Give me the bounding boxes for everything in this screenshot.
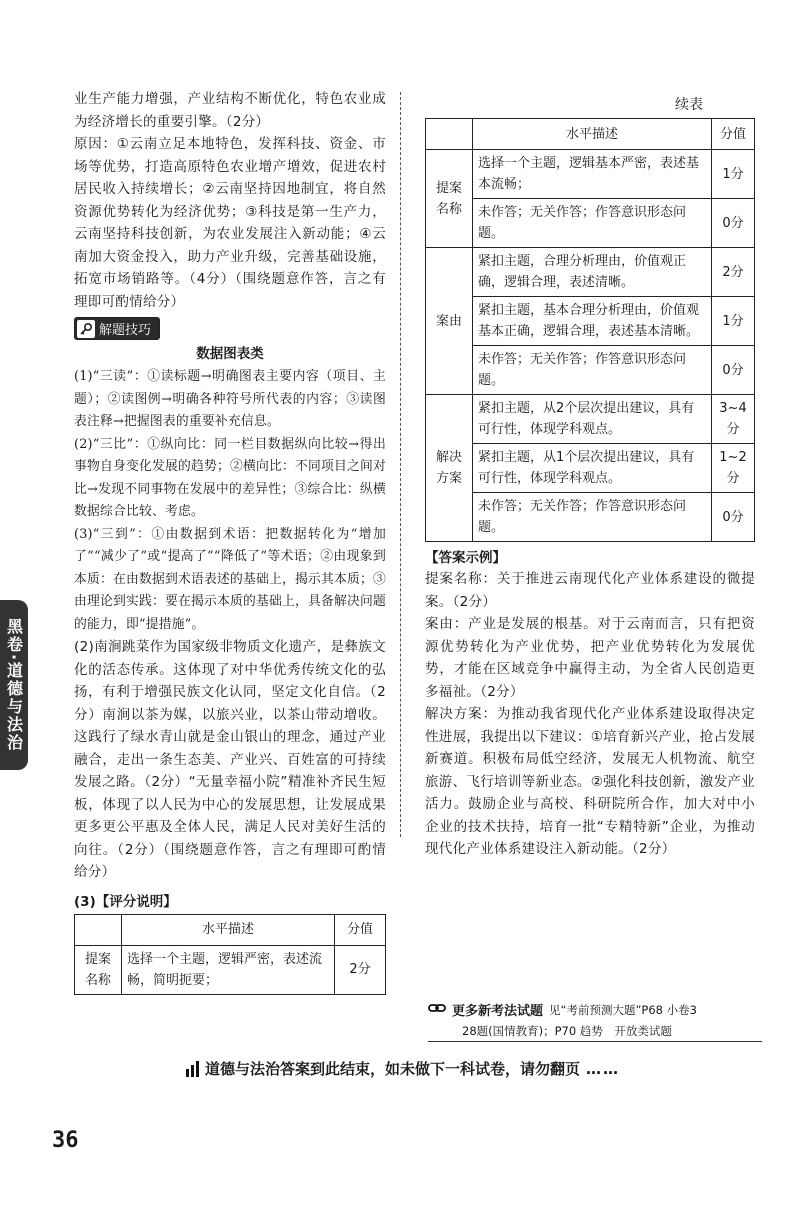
desc-cell: 未作答；无关作答；作答意识形态问题。 bbox=[473, 493, 712, 542]
table-row bbox=[426, 248, 755, 297]
table-row bbox=[426, 346, 755, 395]
header-desc: 水平描述 bbox=[122, 914, 335, 945]
table-row bbox=[426, 444, 755, 493]
tip-badge-label: 解题技巧 bbox=[99, 323, 152, 338]
link-icon bbox=[428, 1001, 446, 1019]
key-icon bbox=[77, 320, 95, 338]
table-row bbox=[75, 945, 386, 994]
reason-paragraph: 原因：①云南立足本地特色，发挥科技、资金、市场等优势，打造高原特色农业增产增效，促进农村居民收入持续增长；②云南坚持因地制宜，将自然资源优势转化为经济优势；③科技是第一生产力，云南坚持科技创新，为农业发展注入新动能；④云南加大资金投入，助力产业升级，完善基础设施，拓宽市场销路等。（4分）（围绕题意作答，言之有理即可酌情给分） bbox=[74, 136, 386, 310]
score-cell: 2分 bbox=[712, 248, 755, 297]
dots-decoration: …… bbox=[586, 1059, 621, 1078]
header-score: 分值 bbox=[335, 914, 386, 945]
eval-title: (3)【评分说明】 bbox=[74, 893, 177, 910]
score-cell: 1~2分 bbox=[712, 444, 755, 493]
table-row bbox=[426, 297, 755, 346]
answer-paragraph: 解决方案：为推动我省现代化产业体系建设取得决定性进展，我提出以下建议：①培育新兴产业，抢占发展新赛道。积极布局低空经济，发展无人机物流、航空旅游、飞行培训等新业态。②强化科技创新，激发产业活力。鼓励企业与高校、科研院所合作，加大对中小企业的技术扶持，培育一批“专精特新”企业，为推动现代化产业体系建设注入新动能。（2分） bbox=[425, 706, 755, 857]
desc-cell: 选择一个主题，逻辑严密，表述流畅，简明扼要； bbox=[122, 945, 335, 994]
more-title: 更多新考法试题 bbox=[452, 1004, 544, 1019]
tip-item: (1)“三读”：①读标题→明确图表主要内容（项目、主题）；②读图例→明确各种符号所代表的内容；③读图表注释→把握图表的重要补充信息。 bbox=[74, 369, 386, 429]
category-cell: 提案名称 bbox=[426, 150, 473, 248]
tip-title: 数据图表类 bbox=[196, 346, 264, 362]
bars-icon bbox=[186, 1061, 199, 1077]
answer-heading: 【答案示例】 bbox=[425, 550, 506, 566]
column-divider bbox=[400, 92, 401, 837]
side-tab: 黑卷·道德与法治 bbox=[0, 600, 28, 770]
more-questions-box bbox=[428, 1000, 758, 1042]
desc-cell: 选择一个主题，逻辑基本严密，表述基本流畅； bbox=[473, 150, 712, 199]
tip-item: (2)“三比”：①纵向比：同一栏目数据纵向比较→得出事物自身变化发展的趋势；②横向比：不同项目之间对比→发现不同事物在发展中的差异性；③综合比：纵横数据综合比较、考虑。 bbox=[74, 436, 386, 519]
right-column bbox=[425, 118, 755, 861]
score-cell: 1分 bbox=[712, 297, 755, 346]
table-header-row bbox=[75, 914, 386, 945]
table-row bbox=[426, 150, 755, 199]
more-line-2: 28题(国情教育)；P70 趋势 开放类试题 bbox=[428, 1023, 762, 1042]
category-cell: 提案名称 bbox=[75, 945, 122, 994]
page-number: 36 bbox=[52, 1128, 79, 1153]
score-cell: 2分 bbox=[335, 945, 386, 994]
score-cell: 0分 bbox=[712, 493, 755, 542]
paragraph-2: (2)南涧跳菜作为国家级非物质文化遗产，是彝族文化的活态传承。这体现了对中华优秀传统文化的弘扬，有利于增强民族文化认同，坚定文化自信。（2分）南涧以茶为媒，以旅兴业，以茶山带动增收。这践行了绿水青山就是金山银山的理念，通过产业融合，走出一条生态美、产业兴、百姓富的可持续发展之路。（2分）“无量幸福小院”精准补齐民生短板，体现了以人民为中心的发展思想，让发展成果更多更公平惠及全体人民，满足人民对美好生活的向往。（2分）（围绕题意作答，言之有理即可酌情给分） bbox=[74, 639, 386, 880]
left-column bbox=[74, 88, 386, 995]
table-row bbox=[426, 493, 755, 542]
table-row bbox=[426, 199, 755, 248]
scoring-table-right bbox=[425, 118, 755, 542]
desc-cell: 紧扣主题，合理分析理由，价值观正确，逻辑合理，表述清晰。 bbox=[473, 248, 712, 297]
tip-badge bbox=[74, 317, 160, 340]
header-score: 分值 bbox=[712, 119, 755, 150]
tip-item: (3)“三到”：①由数据到术语：把数据转化为“增加了”“减少了”或“提高了”“降低了”等术语；②由现象到本质：在由数据到术语表述的基础上，揭示其本质；③由理论到实践：要在揭示本质的基础上，具备解决问题的能力，即“提措施”。 bbox=[74, 526, 386, 632]
category-cell: 解决方案 bbox=[426, 395, 473, 542]
desc-cell: 未作答；无关作答；作答意识形态问题。 bbox=[473, 199, 712, 248]
answer-paragraph: 案由：产业是发展的根基。对于云南而言，只有把资源优势转化为产业优势，把产业优势转化为发展优势，才能在区域竞争中赢得主动，为全省人民创造更多福祉。（2分） bbox=[425, 616, 755, 700]
end-banner-text: 道德与法治答案到此结束，如未做下一科试卷，请勿翻页 bbox=[205, 1060, 581, 1078]
desc-cell: 紧扣主题，基本合理分析理由，价值观基本正确，逻辑合理，表述基本清晰。 bbox=[473, 297, 712, 346]
desc-cell: 紧扣主题，从1个层次提出建议，具有可行性，体现学科观点。 bbox=[473, 444, 712, 493]
score-cell: 0分 bbox=[712, 199, 755, 248]
scoring-table-left bbox=[74, 914, 386, 995]
desc-cell: 未作答；无关作答；作答意识形态问题。 bbox=[473, 346, 712, 395]
score-cell: 1分 bbox=[712, 150, 755, 199]
table-header-row bbox=[426, 119, 755, 150]
desc-cell: 紧扣主题，从2个层次提出建议，具有可行性，体现学科观点。 bbox=[473, 395, 712, 444]
continued-label: 续表 bbox=[675, 97, 703, 113]
end-banner bbox=[186, 1058, 620, 1079]
intro-paragraph: 业生产能力增强，产业结构不断优化，特色农业成为经济增长的重要引擎。（2分） bbox=[74, 91, 386, 130]
score-cell: 3~4分 bbox=[712, 395, 755, 444]
table-row bbox=[426, 395, 755, 444]
category-cell: 案由 bbox=[426, 248, 473, 395]
header-desc: 水平描述 bbox=[473, 119, 712, 150]
more-ref: 见“考前预测大题”P68 小卷3 bbox=[549, 1002, 697, 1017]
answer-paragraph: 提案名称：关于推进云南现代化产业体系建设的微提案。（2分） bbox=[425, 571, 755, 610]
score-cell: 0分 bbox=[712, 346, 755, 395]
